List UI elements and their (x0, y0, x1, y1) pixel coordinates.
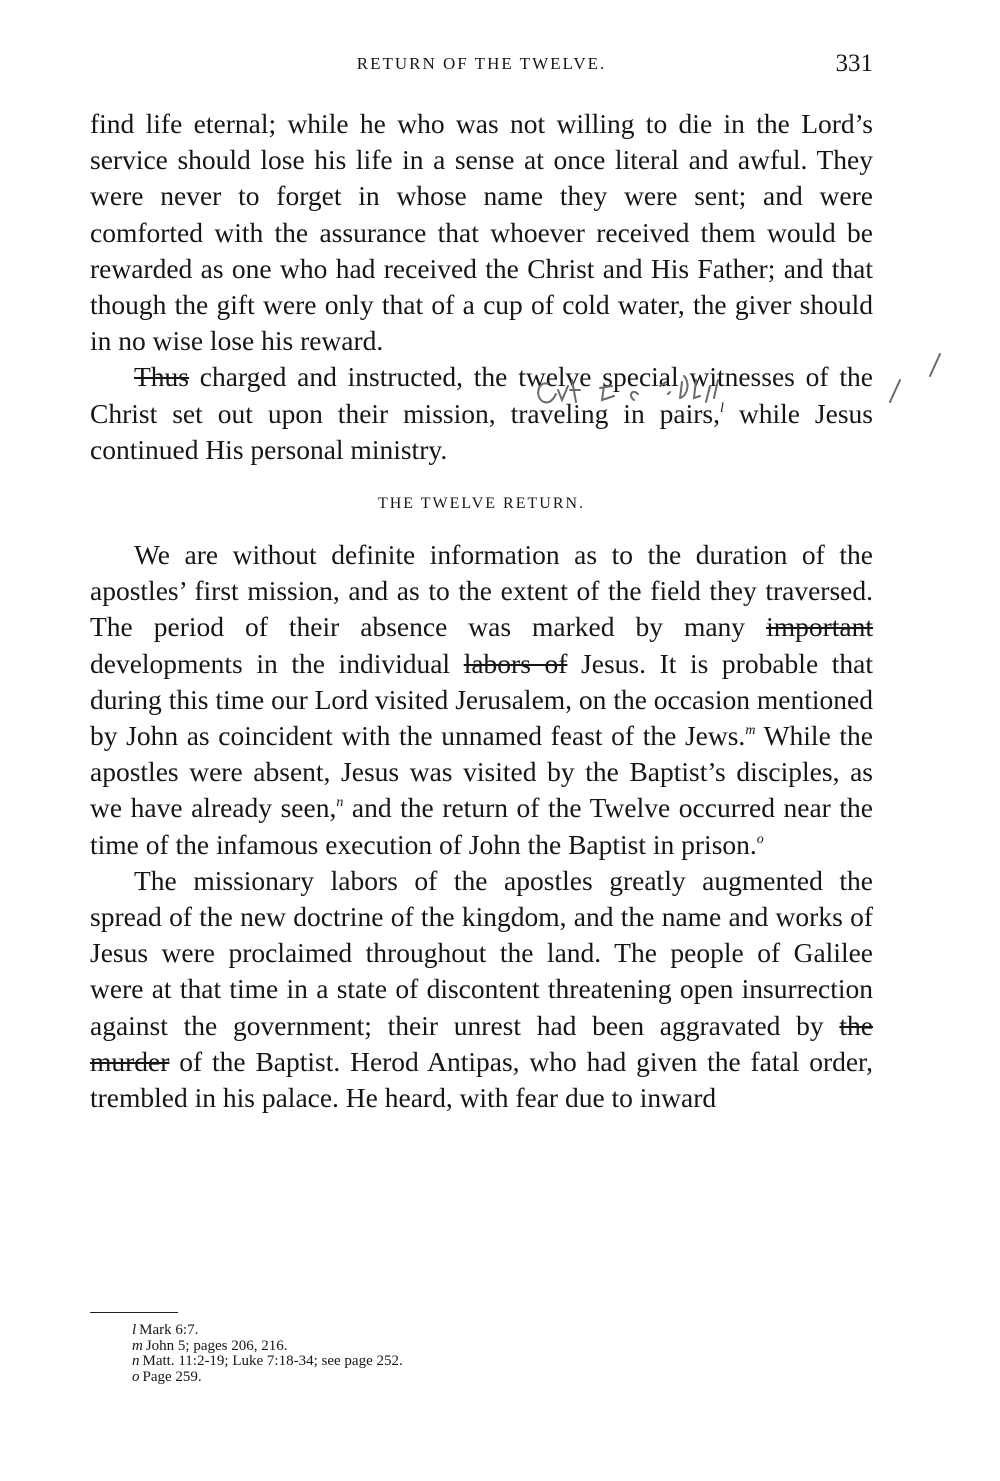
footnote-ref-n: n (336, 795, 344, 811)
struck-words-the-murder: the murder (90, 1009, 873, 1077)
footnotes (132, 1323, 832, 1385)
paragraph-3-d: While the apostles were absent, Jesus was visited by the Baptist’s disciples, as we have already seen, (90, 720, 874, 824)
body-text (90, 106, 873, 1116)
footnote-text: John 5; pages 206, 216. (145, 1337, 288, 1354)
footnote-marker: m (132, 1337, 143, 1354)
paragraph-3-c: Jesus. It is probable that during this time our Lord visited Jerusalem, on the occasion mentioned by John as coincident with the unnamed feast of the Jews. (90, 647, 873, 752)
struck-word: Thus (134, 361, 189, 393)
footnote-rule (90, 1312, 178, 1313)
paragraph-2-text: charged and instructed, the twelve special witnesses of the Christ set out upon their mission, traveling in pairs, (90, 361, 873, 429)
footnote-marker: o (132, 1368, 140, 1385)
footnote-marker: l (132, 1322, 137, 1338)
paragraph-3-b: developments in the individual (90, 647, 464, 679)
paragraph-3-a: We are without definite information as to the duration of the apostles’ first mission, and as to the extent of the field they traversed. The period of their absence was marked by many (90, 539, 873, 643)
paragraph-2 (90, 359, 873, 468)
paragraph-4 (90, 863, 873, 1116)
footnote-marker: n (132, 1353, 140, 1369)
paragraph-1: find life eternal; while he who was not willing to die in the Lord’s service should lose his life in a sense at once literal and awful. They were never to forget in whose name they were sent; and were comforted with the assurance that whoever received them would be rewarded as one who had received the Christ and His Father; and that though the gift were only that of a cup of cold water, the giver should in no wise lose his reward. (90, 108, 873, 357)
footnote-text: Matt. 11:2-19; Luke 7:18-34; see page 252. (142, 1353, 403, 1369)
footnote-ref-l: l (720, 400, 724, 416)
page-number: 331 (835, 50, 873, 77)
page-header (90, 50, 873, 86)
footnote-ref-o: o (756, 831, 764, 847)
section-heading: THE TWELVE RETURN. (377, 495, 586, 513)
paragraph-2-text-after: while Jesus continued His personal ministry. (90, 397, 873, 465)
footnote-text: Mark 6:7. (139, 1322, 199, 1338)
footnote-ref-m: m (745, 723, 756, 739)
running-head: RETURN OF THE TWELVE. (356, 54, 607, 73)
paragraph-3-e: and the return of the Twelve occurred near the time of the infamous execution of John the Baptist in prison. (90, 792, 873, 860)
struck-word-important: important (766, 611, 873, 643)
footnote-l (132, 1323, 832, 1339)
footnote-text: Page 259. (142, 1368, 202, 1385)
paragraph-3 (90, 537, 873, 863)
footnote-n (132, 1354, 832, 1370)
struck-words-labors-of: labors of (463, 647, 568, 679)
footnote-m (132, 1339, 832, 1355)
paragraph-4-a: The missionary labors of the apostles greatly augmented the spread of the new doctrine of the kingdom, and the name and works of Jesus were proclaimed throughout the land. The people of Galilee were at that time in a state of discontent threatening open insurrection against the government; their unrest had been aggravated by (90, 864, 873, 1041)
paragraph-4-b: of the Baptist. Herod Antipas, who had given the fatal order, trembled in his palace. He heard, with fear due to inward (90, 1045, 873, 1114)
footnote-o (132, 1370, 832, 1386)
